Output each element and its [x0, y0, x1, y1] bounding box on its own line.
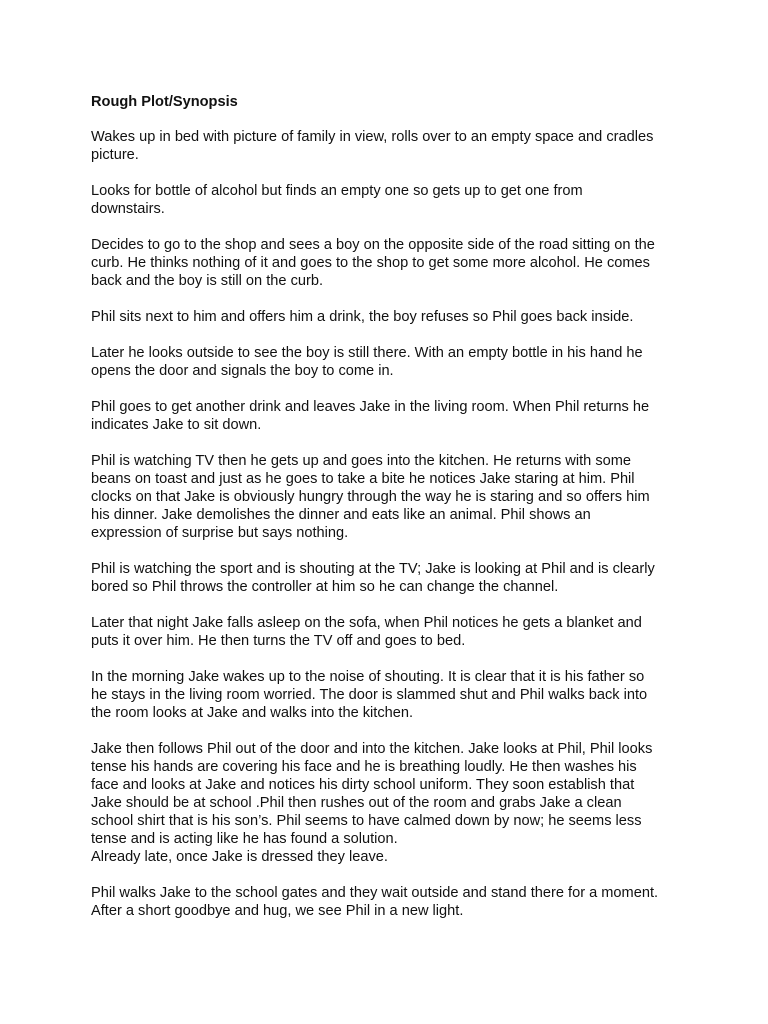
paragraph-line: Phil walks Jake to the school gates and they wait outside and stand there for a moment. [91, 885, 659, 901]
document-body [91, 93, 691, 938]
paragraph-line: face and looks at Jake and notices his dirty school uniform. They soon establish that [91, 777, 635, 793]
paragraph [91, 668, 691, 722]
paragraph-line: Decides to go to the shop and sees a boy on the opposite side of the road sitting on the [91, 237, 655, 253]
paragraph-line: downstairs. [91, 201, 165, 217]
paragraph-line: the room looks at Jake and walks into the kitchen. [91, 705, 414, 721]
paragraph-line: he stays in the living room worried. The door is slammed shut and Phil walks back into [91, 687, 648, 703]
paragraph-line: school shirt that is his son’s. Phil seems to have calmed down by now; he seems less [91, 813, 642, 829]
paragraph-line: Phil goes to get another drink and leaves Jake in the living room. When Phil returns he [91, 399, 650, 415]
paragraph-line: Later that night Jake falls asleep on the sofa, when Phil notices he gets a blanket and [91, 615, 642, 631]
paragraph-line: bored so Phil throws the controller at him so he can change the channel. [91, 579, 559, 595]
paragraph-line: tense and is acting like he has found a solution. [91, 831, 398, 847]
paragraph [91, 884, 691, 920]
paragraph-line: Wakes up in bed with picture of family in view, rolls over to an empty space and cradles [91, 129, 654, 145]
paragraph-line: Looks for bottle of alcohol but finds an empty one so gets up to get one from [91, 183, 583, 199]
paragraph-line: tense his hands are covering his face and he is breathing loudly. He then washes his [91, 759, 637, 775]
paragraph-line: Phil sits next to him and offers him a drink, the boy refuses so Phil goes back inside. [91, 309, 634, 325]
paragraph-line: curb. He thinks nothing of it and goes to the shop to get some more alcohol. He comes [91, 255, 650, 271]
paragraph [91, 740, 691, 866]
paragraph-line: In the morning Jake wakes up to the noise of shouting. It is clear that it is his father so [91, 669, 645, 685]
paragraph-line: opens the door and signals the boy to come in. [91, 363, 394, 379]
paragraph [91, 452, 691, 542]
paragraph-line: picture. [91, 147, 139, 163]
paragraph [91, 182, 691, 218]
paragraph-line: clocks on that Jake is obviously hungry through the way he is staring and so offers him [91, 489, 650, 505]
paragraph-line: beans on toast and just as he goes to take a bite he notices Jake staring at him. Phil [91, 471, 635, 487]
paragraph-list [91, 128, 691, 920]
paragraph [91, 398, 691, 434]
paragraph [91, 560, 691, 596]
paragraph-line: Jake should be at school .Phil then rushes out of the room and grabs Jake a clean [91, 795, 622, 811]
paragraph-line: his dinner. Jake demolishes the dinner and eats like an animal. Phil shows an [91, 507, 591, 523]
paragraph-line: After a short goodbye and hug, we see Phil in a new light. [91, 903, 464, 919]
paragraph-line: Jake then follows Phil out of the door and into the kitchen. Jake looks at Phil, Phil looks [91, 741, 653, 757]
paragraph-line: expression of surprise but says nothing. [91, 525, 349, 541]
paragraph [91, 344, 691, 380]
paragraph-line: indicates Jake to sit down. [91, 417, 262, 433]
paragraph [91, 236, 691, 290]
document-title: Rough Plot/Synopsis [91, 94, 238, 110]
paragraph-line: back and the boy is still on the curb. [91, 273, 324, 289]
paragraph-line: Phil is watching the sport and is shouting at the TV; Jake is looking at Phil and is clearly [91, 561, 655, 577]
paragraph-line: Phil is watching TV then he gets up and goes into the kitchen. He returns with some [91, 453, 632, 469]
paragraph [91, 308, 691, 326]
paragraph-line: puts it over him. He then turns the TV off and goes to bed. [91, 633, 466, 649]
paragraph-line: Already late, once Jake is dressed they leave. [91, 849, 388, 865]
paragraph [91, 128, 691, 164]
paragraph [91, 614, 691, 650]
paragraph-line: Later he looks outside to see the boy is still there. With an empty bottle in his hand he [91, 345, 643, 361]
